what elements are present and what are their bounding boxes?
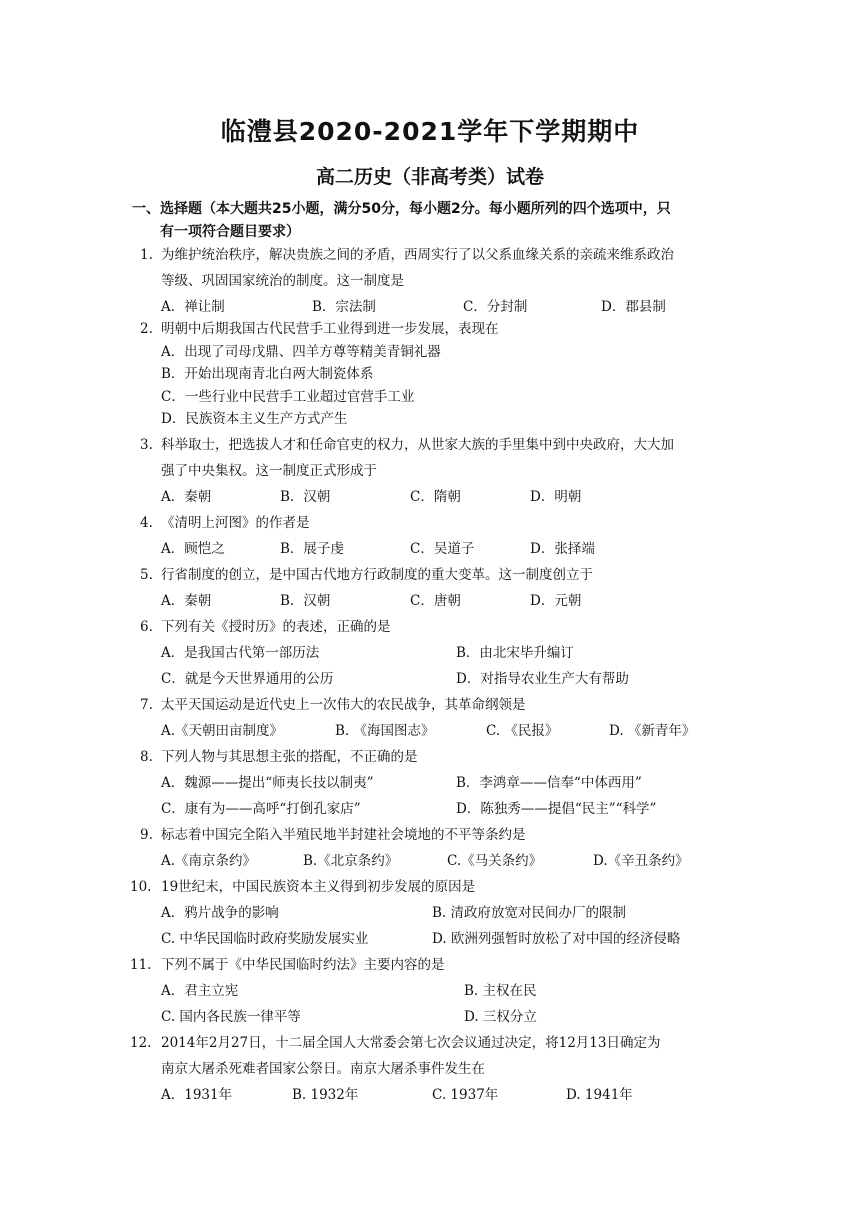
exam-title: 临澧县2020-2021学年下学期期中: [220, 117, 640, 146]
question-2-stem: 明朝中后期我国古代民营手工业得到进一步发展，表现在: [161, 321, 499, 337]
question-4-option-a[interactable]: A．顾恺之: [161, 541, 225, 557]
question-3-stem-line2: 强了中央集权。这一制度正式形成于: [161, 463, 377, 479]
question-11-number: 11.: [130, 957, 152, 973]
question-12-option-d[interactable]: D. 1941年: [566, 1087, 633, 1103]
question-8-stem: 下列人物与其思想主张的搭配，不正确的是: [161, 749, 418, 765]
question-5-option-b[interactable]: B．汉朝: [280, 593, 331, 609]
question-5-option-d[interactable]: D．元朝: [530, 593, 582, 609]
question-2-number: 2.: [140, 321, 153, 337]
question-2-option-b[interactable]: B．开始出现南青北白两大制瓷体系: [161, 366, 374, 382]
question-5-option-c[interactable]: C．唐朝: [410, 593, 461, 609]
question-11-option-a[interactable]: A．君主立宪: [161, 983, 239, 999]
question-1-option-c[interactable]: C．分封制: [463, 299, 528, 315]
question-3-number: 3.: [140, 437, 153, 453]
question-4-option-c[interactable]: C．吴道子: [410, 541, 475, 557]
question-3-stem-line1: 科举取士，把选拔人才和任命官吏的权力，从世家大族的手里集中到中央政府，大大加: [161, 437, 674, 453]
question-2-option-d[interactable]: D．民族资本主义生产方式产生: [161, 411, 348, 427]
question-11-option-d[interactable]: D. 三权分立: [464, 1009, 537, 1025]
question-8-option-d[interactable]: D．陈独秀——提倡“民主”“科学”: [456, 801, 657, 817]
question-10-option-b[interactable]: B. 清政府放宽对民间办厂的限制: [432, 905, 627, 921]
question-1-number: 1.: [140, 247, 153, 263]
question-6-option-d[interactable]: D．对指导农业生产大有帮助: [456, 671, 629, 687]
question-7-number: 7.: [140, 697, 153, 713]
question-5-option-a[interactable]: A．秦朝: [161, 593, 212, 609]
question-10-stem: 19世纪末，中国民族资本主义得到初步发展的原因是: [161, 879, 476, 895]
question-10-option-c[interactable]: C. 中华民国临时政府奖励发展实业: [161, 931, 369, 947]
question-1-option-d[interactable]: D．郡县制: [601, 299, 666, 315]
question-4-option-b[interactable]: B．展子虔: [280, 541, 344, 557]
question-2-option-c[interactable]: C．一些行业中民营手工业超过官营手工业: [161, 389, 415, 405]
exam-subtitle: 高二历史（非高考类）试卷: [315, 166, 544, 188]
question-5-stem: 行省制度的创立，是中国古代地方行政制度的重大变革。这一制度创立于: [161, 567, 593, 583]
question-12-stem-line2: 南京大屠杀死难者国家公祭日。南京大屠杀事件发生在: [161, 1061, 485, 1077]
question-5-number: 5.: [140, 567, 153, 583]
section-heading: [132, 198, 742, 244]
section-heading-line2: 有一项符合题目要求）: [160, 224, 300, 240]
question-9-stem: 标志着中国完全陷入半殖民地半封建社会境地的不平等条约是: [161, 827, 526, 843]
question-3-option-c[interactable]: C．隋朝: [410, 489, 461, 505]
question-9-option-c[interactable]: C.《马关条约》: [447, 853, 543, 869]
question-7-option-c[interactable]: C. 《民报》: [486, 723, 559, 739]
question-1-option-b[interactable]: B．宗法制: [312, 299, 376, 315]
question-9-option-d[interactable]: D.《辛丑条约》: [593, 853, 689, 869]
question-8-option-a[interactable]: A．魏源——提出“师夷长技以制夷”: [161, 775, 374, 791]
question-12-option-b[interactable]: B. 1932年: [292, 1087, 359, 1103]
question-8-option-c[interactable]: C．康有为——高呼“打倒孔家店”: [161, 801, 361, 817]
question-8-number: 8.: [140, 749, 153, 765]
question-10-option-a[interactable]: A．鸦片战争的影响: [161, 905, 279, 921]
question-12-number: 12.: [130, 1035, 152, 1051]
question-1-stem-line1: 为维护统治秩序，解决贵族之间的矛盾，西周实行了以父系血缘关系的亲疏来维系政治: [161, 247, 674, 263]
question-3-option-d[interactable]: D．明朝: [530, 489, 582, 505]
question-11-option-b[interactable]: B. 主权在民: [464, 983, 537, 999]
question-6-number: 6.: [140, 619, 153, 635]
question-12-option-c[interactable]: C. 1937年: [432, 1087, 499, 1103]
question-11-stem: 下列不属于《中华民国临时约法》主要内容的是: [161, 957, 445, 973]
question-7-option-d[interactable]: D. 《新青年》: [609, 723, 696, 739]
question-7-option-a[interactable]: A.《天朝田亩制度》: [161, 723, 284, 739]
question-1-stem-line2: 等级、巩固国家统治的制度。这一制度是: [161, 273, 404, 289]
question-6-stem: 下列有关《授时历》的表述，正确的是: [161, 619, 391, 635]
question-6-option-b[interactable]: B．由北宋毕升编订: [456, 645, 574, 661]
question-11-option-c[interactable]: C. 国内各民族一律平等: [161, 1009, 301, 1025]
question-9-option-b[interactable]: B.《北京条约》: [303, 853, 399, 869]
question-1-option-a[interactable]: A．禅让制: [161, 299, 225, 315]
question-8-option-b[interactable]: B．李鸿章——信奉“中体西用”: [456, 775, 642, 791]
question-4-number: 4.: [140, 515, 153, 531]
question-7-stem: 太平天国运动是近代史上一次伟大的农民战争，其革命纲领是: [161, 697, 526, 713]
question-6-option-a[interactable]: A．是我国古代第一部历法: [161, 645, 320, 661]
question-12-option-a[interactable]: A．1931年: [161, 1087, 233, 1103]
question-12-stem-line1: 2014年2月27日，十二届全国人大常委会第七次会议通过决定，将12月13日确定为: [161, 1035, 661, 1051]
question-9-number: 9.: [140, 827, 153, 843]
question-7-option-b[interactable]: B. 《海国图志》: [335, 723, 435, 739]
question-4-option-d[interactable]: D．张择端: [530, 541, 595, 557]
question-10-number: 10.: [130, 879, 152, 895]
question-4-stem: 《清明上河图》的作者是: [161, 515, 310, 531]
question-6-option-c[interactable]: C．就是今天世界通用的公历: [161, 671, 334, 687]
question-9-option-a[interactable]: A.《南京条约》: [161, 853, 257, 869]
section-heading-line1: 一、选择题（本大题共25小题，满分50分，每小题2分。每小题所列的四个选项中，只: [132, 201, 671, 217]
question-2-option-a[interactable]: A．出现了司母戊鼎、四羊方尊等精美青铜礼器: [161, 344, 441, 360]
question-3-option-a[interactable]: A．秦朝: [161, 489, 212, 505]
question-3-option-b[interactable]: B．汉朝: [280, 489, 331, 505]
question-10-option-d[interactable]: D. 欧洲列强暂时放松了对中国的经济侵略: [432, 931, 681, 947]
